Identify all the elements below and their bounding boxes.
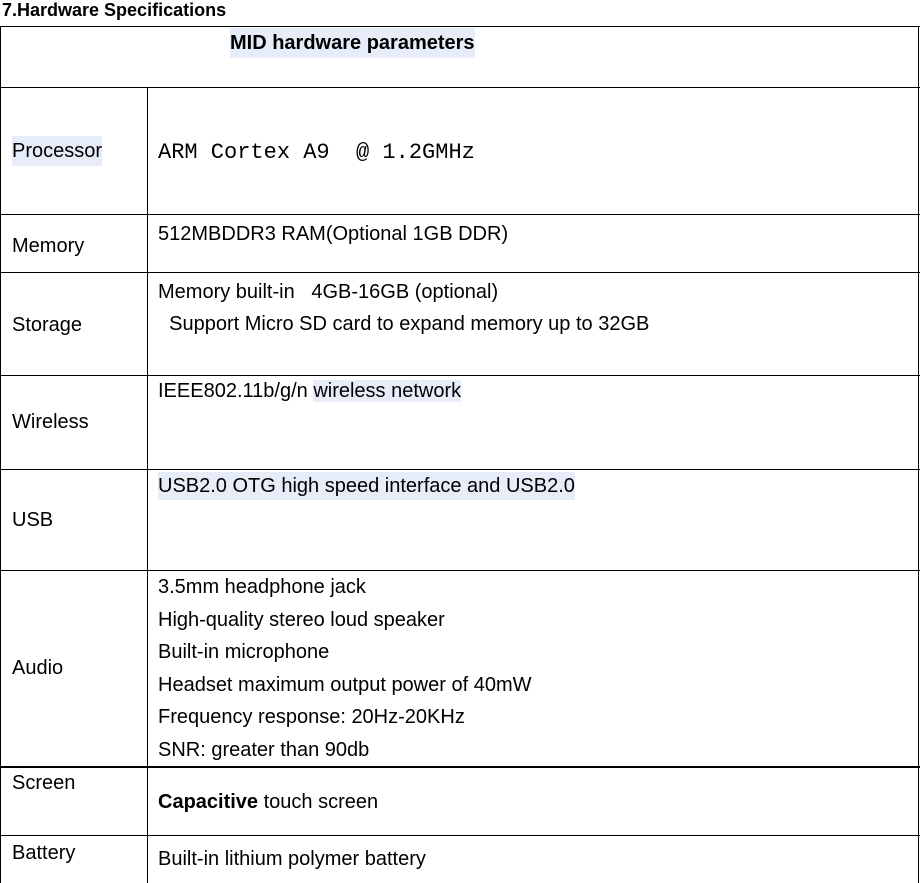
- battery-value: Built-in lithium polymer battery: [158, 848, 426, 870]
- row-divider: [0, 214, 920, 215]
- audio-line: Headset maximum output power of 40mW: [158, 674, 532, 696]
- row-divider: [0, 766, 920, 768]
- row-label-wireless: Wireless: [12, 411, 89, 433]
- row-divider: [0, 570, 920, 571]
- screen-type: Capacitive: [158, 791, 259, 813]
- row-label-audio: Audio: [12, 657, 64, 679]
- audio-line: 3.5mm headphone jack: [158, 576, 366, 598]
- table-title: MID hardware parameters: [230, 28, 475, 58]
- section-title: 7.Hardware Specifications: [2, 0, 227, 20]
- audio-line: Built-in microphone: [158, 641, 330, 663]
- audio-line: Frequency response: 20Hz-20KHz: [158, 706, 465, 728]
- memory-value: 512MBDDR3 RAM(Optional 1GB DDR): [158, 223, 509, 245]
- row-divider: [0, 272, 920, 273]
- audio-line: SNR: greater than 90db: [158, 739, 370, 761]
- row-label-screen: Screen: [12, 772, 76, 794]
- row-label-memory: Memory: [12, 235, 85, 257]
- row-label-processor: Processor: [12, 136, 102, 166]
- row-label-usb: USB: [12, 509, 54, 531]
- row-divider: [0, 469, 920, 470]
- storage-line: Support Micro SD card to expand memory up to 32GB: [158, 313, 650, 335]
- processor-value: ARM Cortex A9 @ 1.2GMHz: [158, 140, 475, 165]
- row-divider: [0, 87, 920, 88]
- usb-value: USB2.0 OTG high speed interface and USB2.0: [158, 472, 575, 500]
- table-border: [0, 26, 920, 27]
- storage-line: Memory built-in 4GB-16GB (optional): [158, 281, 499, 303]
- wireless-value-highlight: wireless network: [313, 380, 462, 402]
- row-divider: [0, 835, 920, 836]
- audio-line: High-quality stereo loud speaker: [158, 609, 445, 631]
- column-divider: [147, 87, 148, 883]
- table-border: [0, 26, 1, 883]
- row-label-storage: Storage: [12, 314, 83, 336]
- screen-value: touch screen: [258, 791, 379, 813]
- wireless-value: IEEE802.11b/g/n: [158, 380, 314, 402]
- table-border: [918, 26, 919, 883]
- row-label-battery: Battery: [12, 842, 76, 864]
